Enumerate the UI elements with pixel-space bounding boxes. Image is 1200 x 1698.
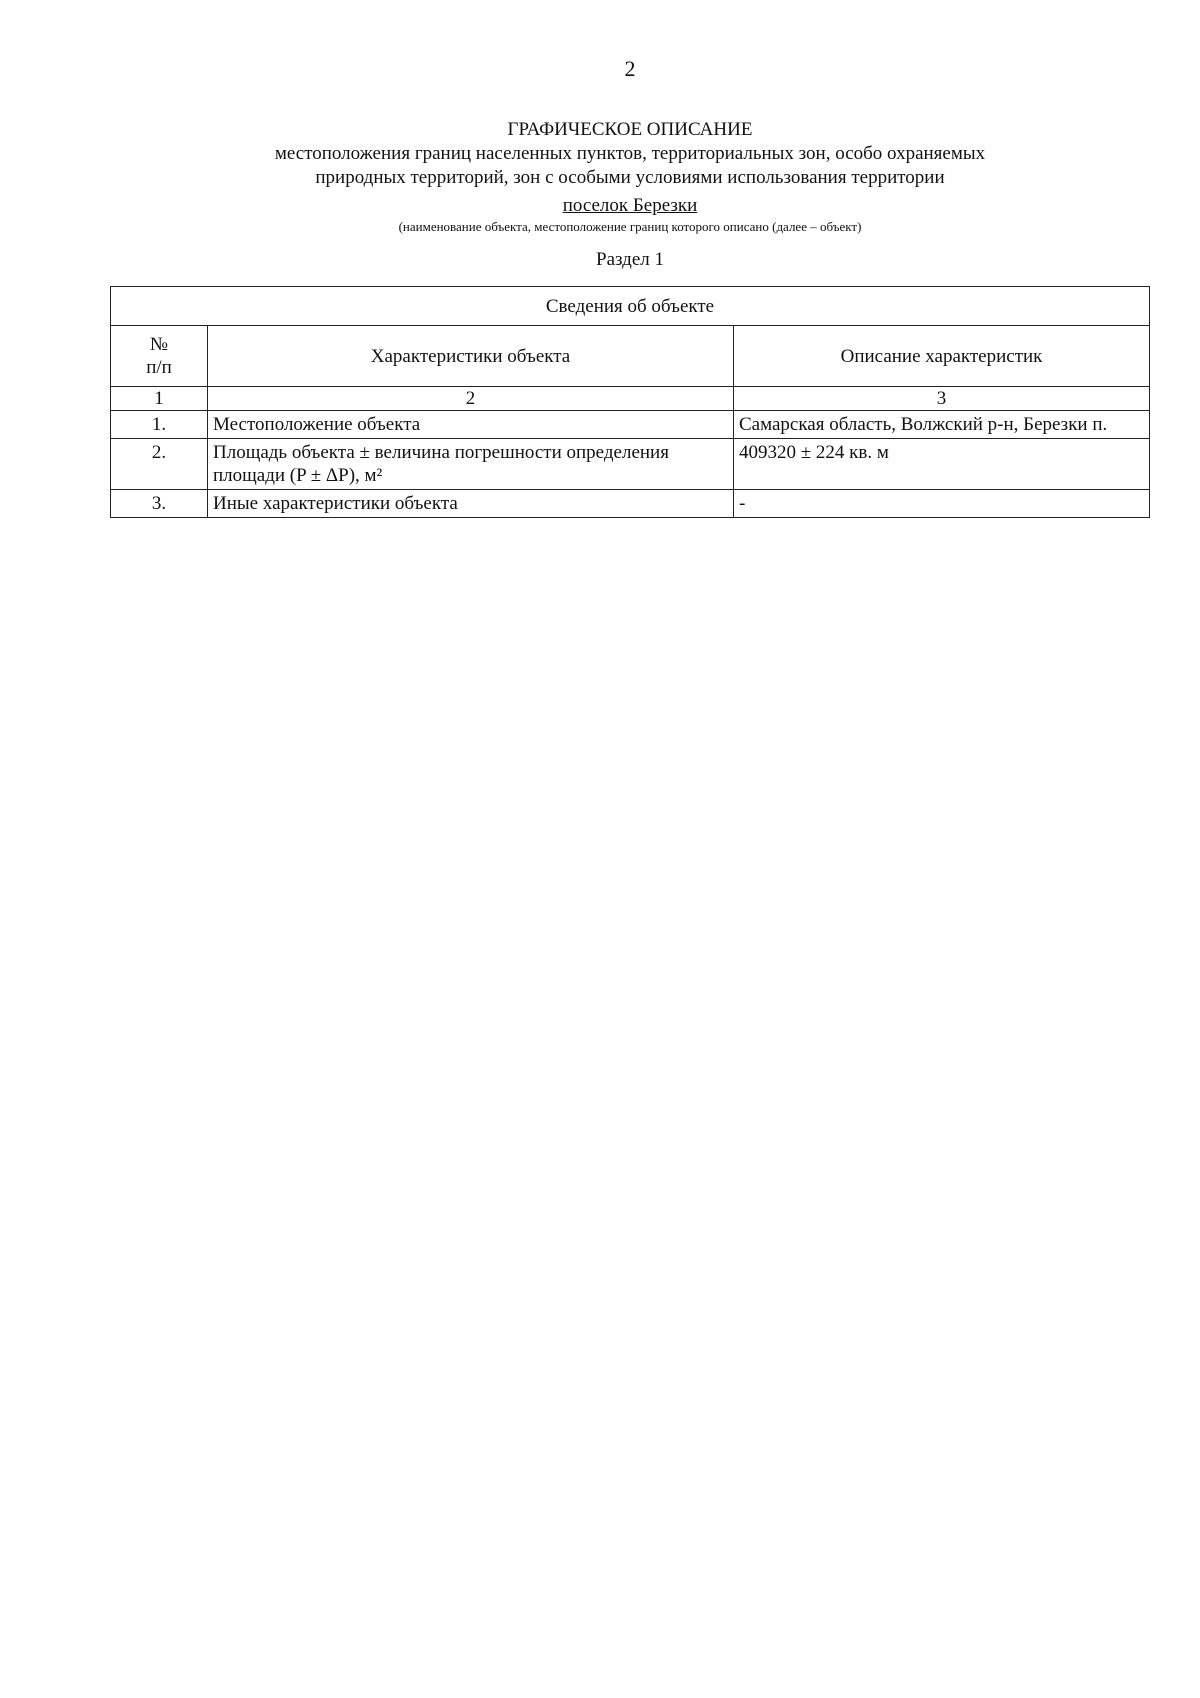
table-caption-row [111, 287, 1150, 326]
header-description: Описание характеристик [734, 326, 1150, 387]
object-info-table [110, 286, 1150, 518]
header-num-line1: № [149, 334, 169, 355]
row-num: 2. [111, 439, 208, 490]
row-characteristic: Местоположение объекта [208, 411, 734, 439]
row-description: 409320 ± 224 кв. м [734, 439, 1150, 490]
object-name-caption: (наименование объекта, местоположение границ которого описано (далее – объект) [398, 219, 862, 234]
header-characteristic: Характеристики объекта [208, 326, 734, 387]
row-num: 3. [111, 490, 208, 518]
table-header-row [111, 326, 1150, 387]
document-subtitle-line1: местоположения границ населенных пунктов, территориальных зон, особо охраняемых [274, 143, 986, 164]
row-description: Самарская область, Волжский р-н, Березки п. [734, 411, 1150, 439]
row-description: - [734, 490, 1150, 518]
column-number-2: 2 [208, 387, 734, 411]
table-row [111, 411, 1150, 439]
table-row [111, 439, 1150, 490]
document-header [0, 118, 1200, 272]
document-title: ГРАФИЧЕСКОЕ ОПИСАНИЕ [507, 119, 753, 140]
header-num-line2: п/п [146, 357, 172, 378]
section-label: Раздел 1 [596, 249, 664, 270]
column-number-1: 1 [111, 387, 208, 411]
table-row [111, 490, 1150, 518]
page-number: 2 [624, 56, 636, 81]
column-number-row [111, 387, 1150, 411]
row-characteristic: Иные характеристики объекта [208, 490, 734, 518]
object-name: поселок Березки [562, 195, 698, 216]
row-num: 1. [111, 411, 208, 439]
table-caption: Сведения об объекте [111, 287, 1150, 326]
column-number-3: 3 [734, 387, 1150, 411]
row-characteristic: Площадь объекта ± величина погрешности определения площади (P ± ΔP), м² [208, 439, 734, 490]
header-num [111, 326, 208, 387]
object-name-wrapper [0, 194, 1200, 218]
document-subtitle-line2: природных территорий, зон с особыми условиями использования территории [315, 167, 945, 188]
